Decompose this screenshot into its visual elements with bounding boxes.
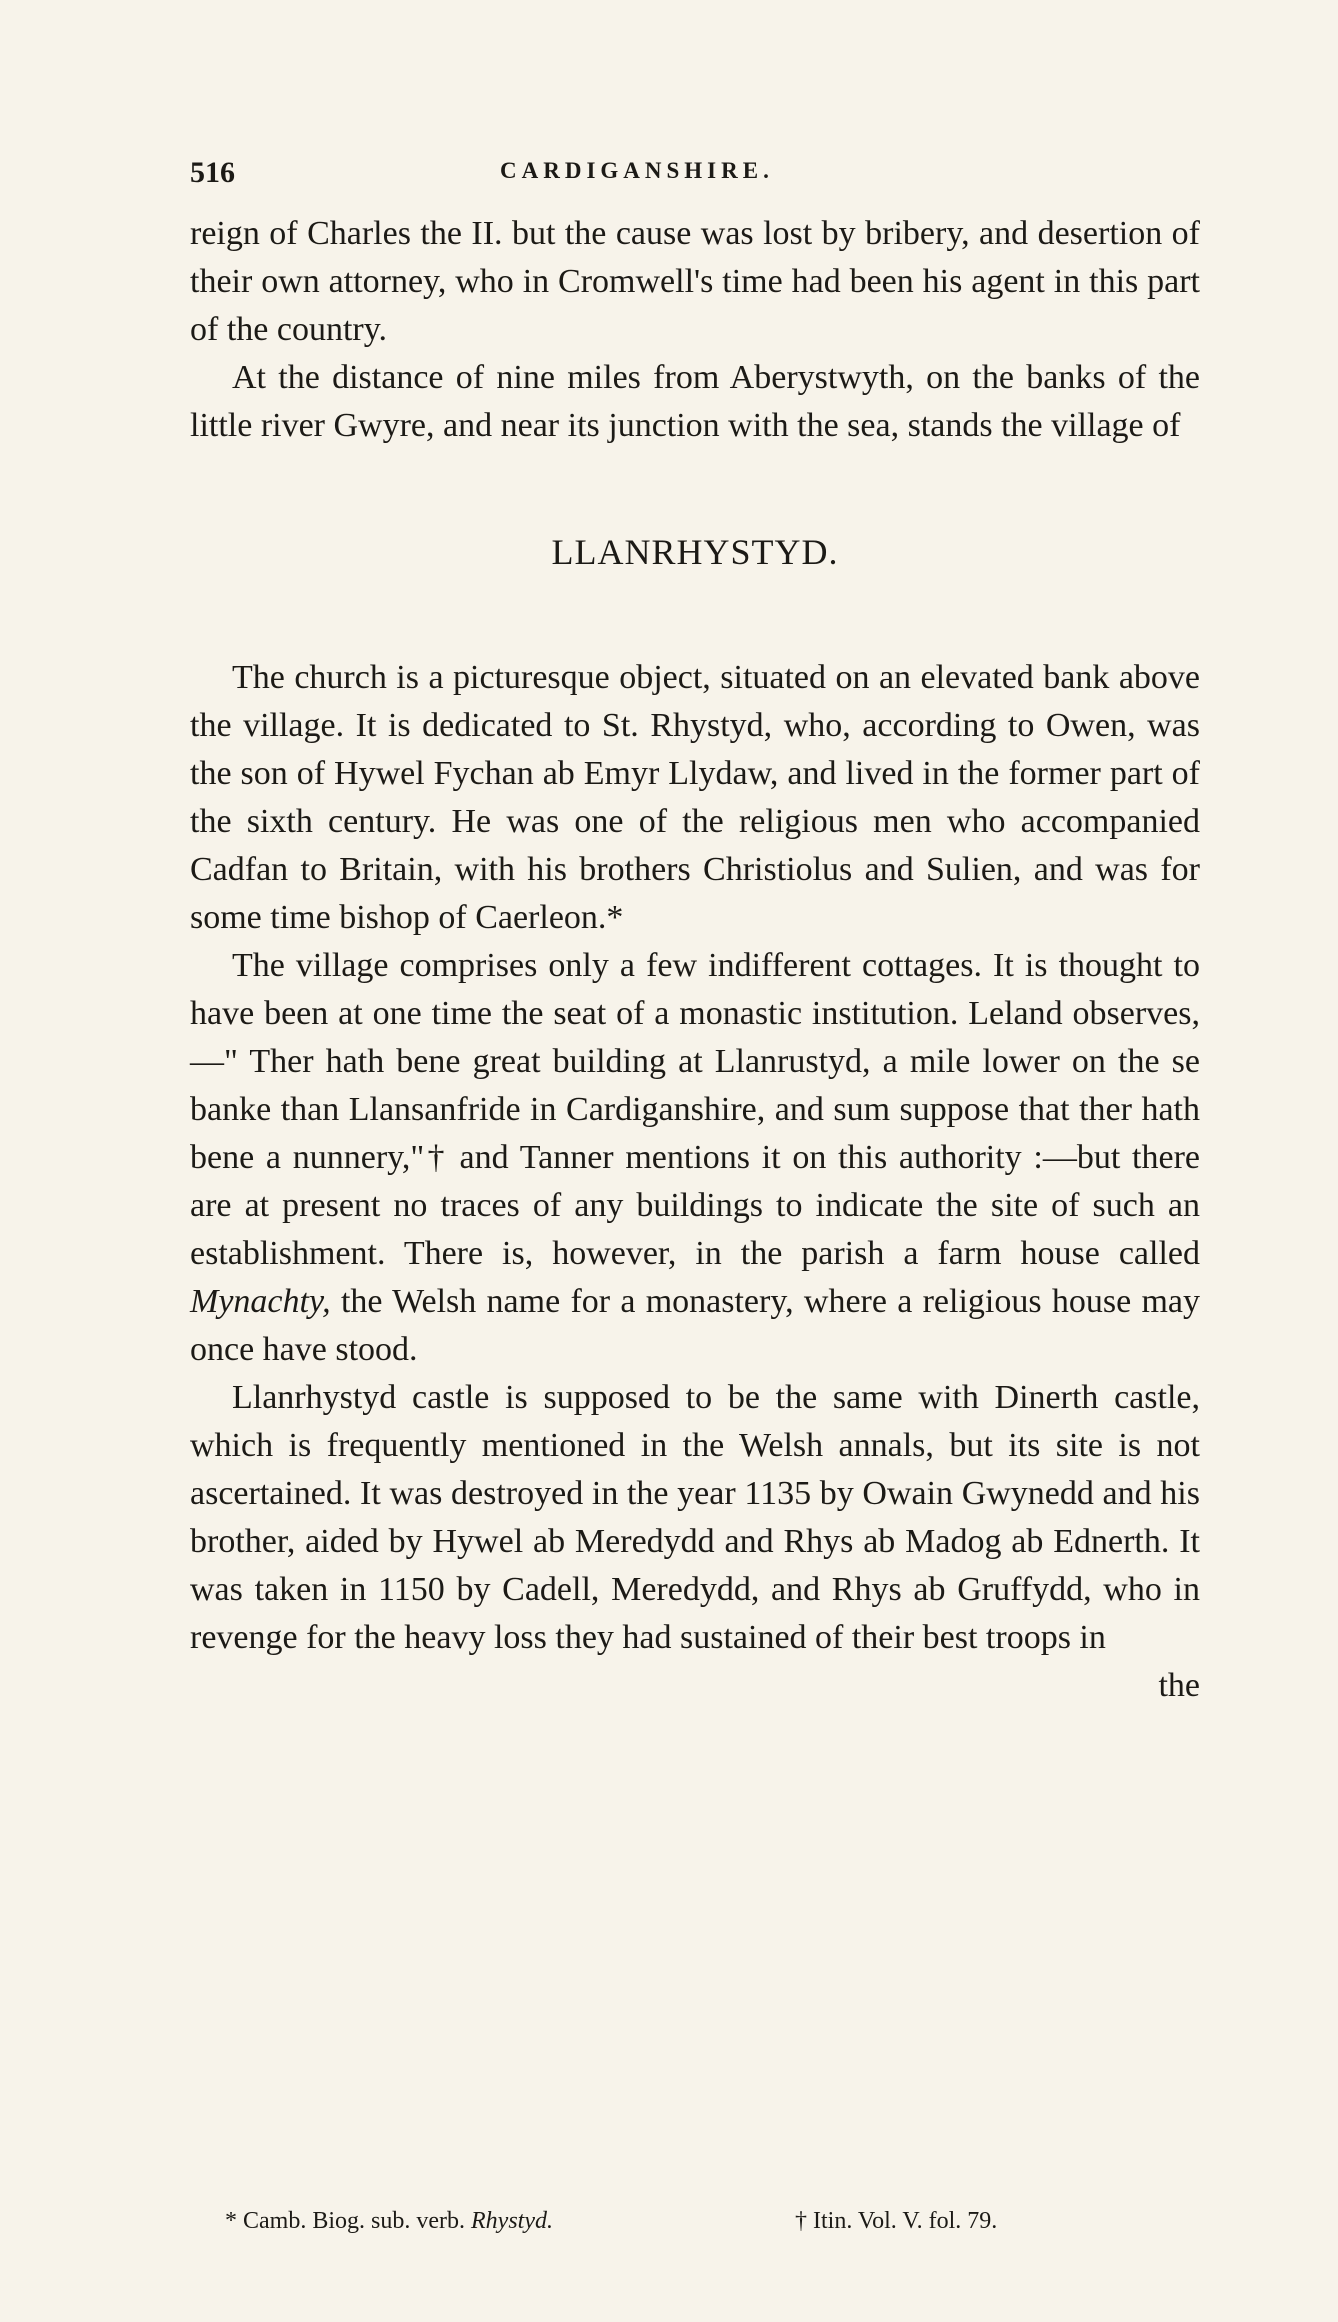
- paragraph-village-text-1: The village comprises only a few indifferent cottages. It is thought to have been at one time the seat of a monastic institution. Leland observes,—" Ther hath bene great building at Llanrustyd, a mile lower on the se banke than Llansanfride in Cardiganshire, and sum suppose that ther hath bene a nunnery,"† and Tanner mentions it on this authority :—but there are at present no traces of any buildings to indicate the site of such an establishment. There is, however, in the parish a farm house called: [190, 947, 1200, 1272]
- paragraph-castle: Llanrhystyd castle is supposed to be the same with Dinerth castle, which is frequently mentioned in the Welsh annals, but its site is not ascertained. It was destroyed in the year 1135 by Owain Gwynedd and his brother, aided by Hywel ab Meredydd and Rhys ab Madog ab Ednerth. It was taken in 1150 by Cadell, Meredydd, and Rhys ab Gruffydd, who in revenge for the heavy loss they had sustained of their best troops in: [190, 1379, 1200, 1656]
- paragraph-village: [190, 942, 1200, 1374]
- paragraph-village-intro: At the distance of nine miles from Aberystwyth, on the banks of the little river Gwyre, and near its junction with the sea, stands the village of: [190, 359, 1200, 444]
- footnote-2: † Itin. Vol. V. fol. 79.: [795, 2208, 998, 2234]
- paragraph-church: The church is a picturesque object, situated on an elevated bank above the village. It is dedicated to St. Rhystyd, who, according to Owen, was the son of Hywel Fychan ab Emyr Llydaw, and lived in the former part of the sixth century. He was one of the religious men who accompanied Cadfan to Britain, with his brothers Christiolus and Sulien, and was for some time bishop of Caerleon.*: [190, 659, 1200, 936]
- section-title: LLANRHYSTYD.: [551, 532, 839, 572]
- body-text: [190, 210, 1200, 1710]
- page-header: [190, 156, 1170, 196]
- footnote-1: [225, 2208, 553, 2235]
- footnote-1-italic: Rhystyd.: [471, 2208, 553, 2234]
- page-number: 516: [190, 156, 235, 189]
- catchword: the: [1158, 1667, 1200, 1704]
- paragraph-village-text-2: the Welsh name for a monastery, where a religious house may once have stood.: [190, 1283, 1200, 1368]
- paragraph-village-italic: Mynachty,: [190, 1283, 331, 1320]
- footnote-1-text: * Camb. Biog. sub. verb.: [225, 2208, 471, 2234]
- running-head: CARDIGANSHIRE.: [500, 158, 774, 183]
- paragraph-continuation: reign of Charles the II. but the cause was lost by bribery, and desertion of their own attorney, who in Cromwell's time had been his agent in this part of the country.: [190, 215, 1200, 348]
